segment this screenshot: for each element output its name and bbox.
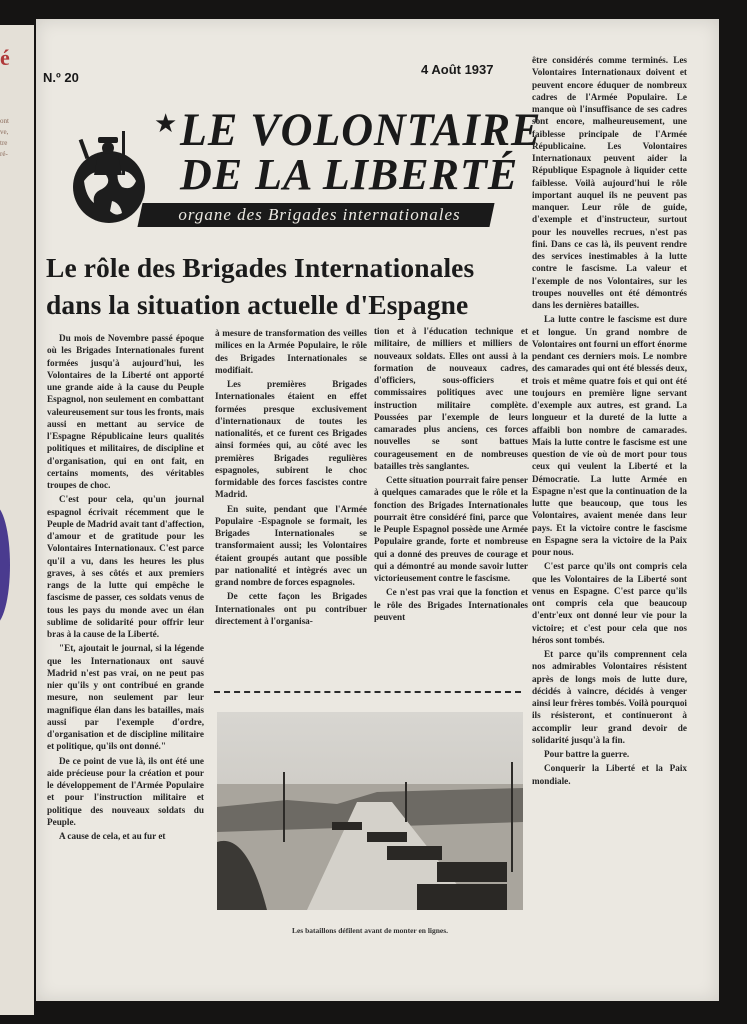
paragraph: En suite, pendant que l'Armée Populaire -Espagnole se formait, les Brigades Internationales se transformaient aussi; les Volontaires étaient groupés autant que possible par nationalité et intègrés avec un grand nombre de forces espagnoles. bbox=[215, 503, 367, 587]
paragraph: De ce point de vue là, ils ont été une aide précieuse pour la création et pour le développement de l'Armée Populaire et pour l'instruction militaire et politique des nouveaux soldats du Peuple. bbox=[47, 755, 204, 827]
paragraph: Cette situation pourrait faire penser à quelques camarades que le rôle et la fonction des Brigades Internationales pourrait être considéré fini, parce que le Peuple Espagnol possède une Armée Populaire grande, forte et nombreuse qui a donné des preuves de courage et qui a démontré au monde savoir lutter victorieusement contre le fascisme. bbox=[374, 475, 528, 583]
article-headline: Le rôle des Brigades Internationales dans la situation actuelle d'Espagne bbox=[46, 252, 475, 320]
paragraph: Les premières Brigades Internationales étaient en effet formées presque exclusivement d'internationaux de toutes les nationalités, et ce furent ces Brigades ainsi formées qui, au côté avec les premières Brigades regulières espagnoles, subirent le choc formidable des forces fascistes contre Madrid. bbox=[215, 379, 367, 500]
paragraph: Pour battre la guerre. bbox=[544, 749, 630, 759]
article-column-4 bbox=[532, 54, 687, 959]
facing-page-fragment: ont bbox=[0, 117, 9, 125]
masthead-title-line-1: LE VOLONTAIRE bbox=[180, 104, 542, 156]
masthead-subtitle: organe des Brigades internationales bbox=[178, 205, 461, 224]
facing-page-fragment: tre bbox=[0, 139, 8, 147]
paragraph: De cette façon les Brigades Internationales ont pu contribuer directement à l'organisa- bbox=[215, 591, 367, 626]
library-stamp bbox=[0, 505, 10, 625]
facing-page-fragment: ré- bbox=[0, 150, 8, 158]
paragraph: C'est parce qu'ils ont compris cela que les Volontaires de la Liberté sont venus en Espagne. C'est parce qu'ils ont compris cela que beaucoup d'entr'eux ont donné leur vie pour la victoire; et c'est pour cela que nos héros sont tombés. bbox=[532, 561, 687, 645]
paragraph: "Et, ajoutait le journal, si la légende que les Internationaux ont sauvé Madrid n'est pas vrai, on ne peut pas nier qu'ils y ont contribué en grande mesure, non seulement par leur magnifique élan dans les batailles, mais aussi par l'exemple d'ordre, d'organisation et de discipline militaire et politique, qu'ils ont donné." bbox=[47, 643, 204, 752]
star-icon: ★ bbox=[154, 109, 178, 139]
article-column-1 bbox=[47, 332, 204, 957]
newspaper-page bbox=[36, 19, 719, 1001]
article-column-3 bbox=[374, 325, 528, 685]
photo-caption: Les bataillons défilent avant de monter en lignes. bbox=[291, 926, 449, 935]
masthead bbox=[62, 97, 542, 239]
article-column-2 bbox=[215, 327, 367, 687]
paragraph: C'est pour cela, qu'un journal espagnol écrivait récemment que le Peuple de Madrid avait tant d'affection, d'amour et de gratitude pour les Volontaires Internationaux. C'est parce qu'il a vu, dans les heures les plus graves, à ses côtés et aux premiers rangs de la lutte qui empêche le fascisme de passer, ces soldats venus de tous les pays du monde avec un élan sublime de solidarité pour offrir leur bras à la cause de la Liberté. bbox=[47, 494, 204, 639]
paragraph: A cause de cela, et au fur et bbox=[59, 831, 166, 841]
photo-marching-battalions bbox=[217, 712, 523, 910]
paragraph: être considérés comme terminés. Les Volontaires Internationaux doivent et peuvent encore éduquer de nombreux cadres de l'Armée Populaire. Le manque où l'insuffisance de ses cadres sont encore, malheureusement, une faiblesse principale de l'Armée Républicaine. Les Volontaires Internationaux peuvent aider la République Espagnole à liquider cette faiblesse. Voilà aujourd'hui le rôle important auquel ils ne peuvent pas manquer. Leur rôle de guide, d'exemple et d'instructeur, surtout pour les nouvelles recrues, n'est pas fini. Dans ce cas là, ils peuvent rendre des services inestimables à la lutte contre le fascisme. La valeur et l'exemple de nos Volontaires, sur les troupes nouvelles ont été démontrés dans les dernières batailles. bbox=[532, 55, 687, 310]
paragraph: Conquerir la Liberté et la Paix mondiale. bbox=[532, 763, 687, 786]
paragraph: tion et à l'éducation technique et militaire, de milliers et milliers de nouveaux soldats. Elles ont aussi à la formation de nouveaux cadres, d'officiers, sous-officiers et commissaires politiques avec une instruction militaire complète. Poussées par l'exemple de leurs camarades plus anciens, ces forces nouvelles se sont battues courageusement en de nombreuses batailles très sanglantes. bbox=[374, 326, 528, 471]
masthead-title-line-2: DE LA LIBERTÉ bbox=[180, 150, 519, 199]
issue-date: 4 Août 1937 bbox=[421, 62, 494, 77]
paragraph: Et parce qu'ils comprennent cela nos admirables Volontaires résistent après de longs mois de lutte dure, décidés à vaincre, décidés à venger ainsi leur frères tombés. Voilà pourquoi ils résisteront, et continueront à accomplir leur grand devoir de solidarité jusqu'à la fin. bbox=[532, 649, 687, 745]
paragraph: La lutte contre le fascisme est dure et longue. Un grand nombre de Volontaires ont fourni un effort énorme pendant ces derniers mois. Le nombre des camarades qui ont été blessés deux, trois et même quatre fois et qui ont été toujours en première ligne servant d'exemple aux autres, est grand. La longueur et la dureté de la lutte a affaibli bon nombre de camarades. Mais la lutte contre le fascisme est une question de vie où de mort pour tous ceux qui veulent la Liberté et la Démocratie. La lutte Armée en Espagne n'est que la continuation de la lutte que beaucoup, que tous les Volontaires, avaient menée dans leur pays. Et la victoire contre le fascisme en Espagne sera la victoire de la Paix pour nous. bbox=[532, 314, 687, 557]
facing-page-fragment-cap: é bbox=[0, 45, 10, 70]
facing-page-edge bbox=[0, 25, 34, 1015]
paragraph: Ce n'est pas vrai que la fonction et le rôle des Brigades Internationales peuvent bbox=[374, 587, 528, 622]
dashed-divider bbox=[214, 691, 521, 693]
facing-page-fragment: ve, bbox=[0, 128, 9, 136]
paragraph: Du mois de Novembre passé époque où les Brigades Internationales furent formées jusqu'à aujourd'hui, les Volontaires de la Liberté ont apporté une grande aide à la cause du Peuple Espagnol, non seulement en combattant valeureusement sur tous les fronts, mais aussi en mettant au service de l'Espagne Républicaine leurs qualités politiques et militaires, de discipline et d'organisation, qui en ont fait, en certains moments, des véritables troupes de choc. bbox=[47, 333, 204, 490]
issue-number: N.º 20 bbox=[43, 70, 79, 85]
paragraph: à mesure de transformation des veilles milices en la Armée Populaire, le rôle des Brigades Internationales se modifiait. bbox=[215, 328, 367, 375]
